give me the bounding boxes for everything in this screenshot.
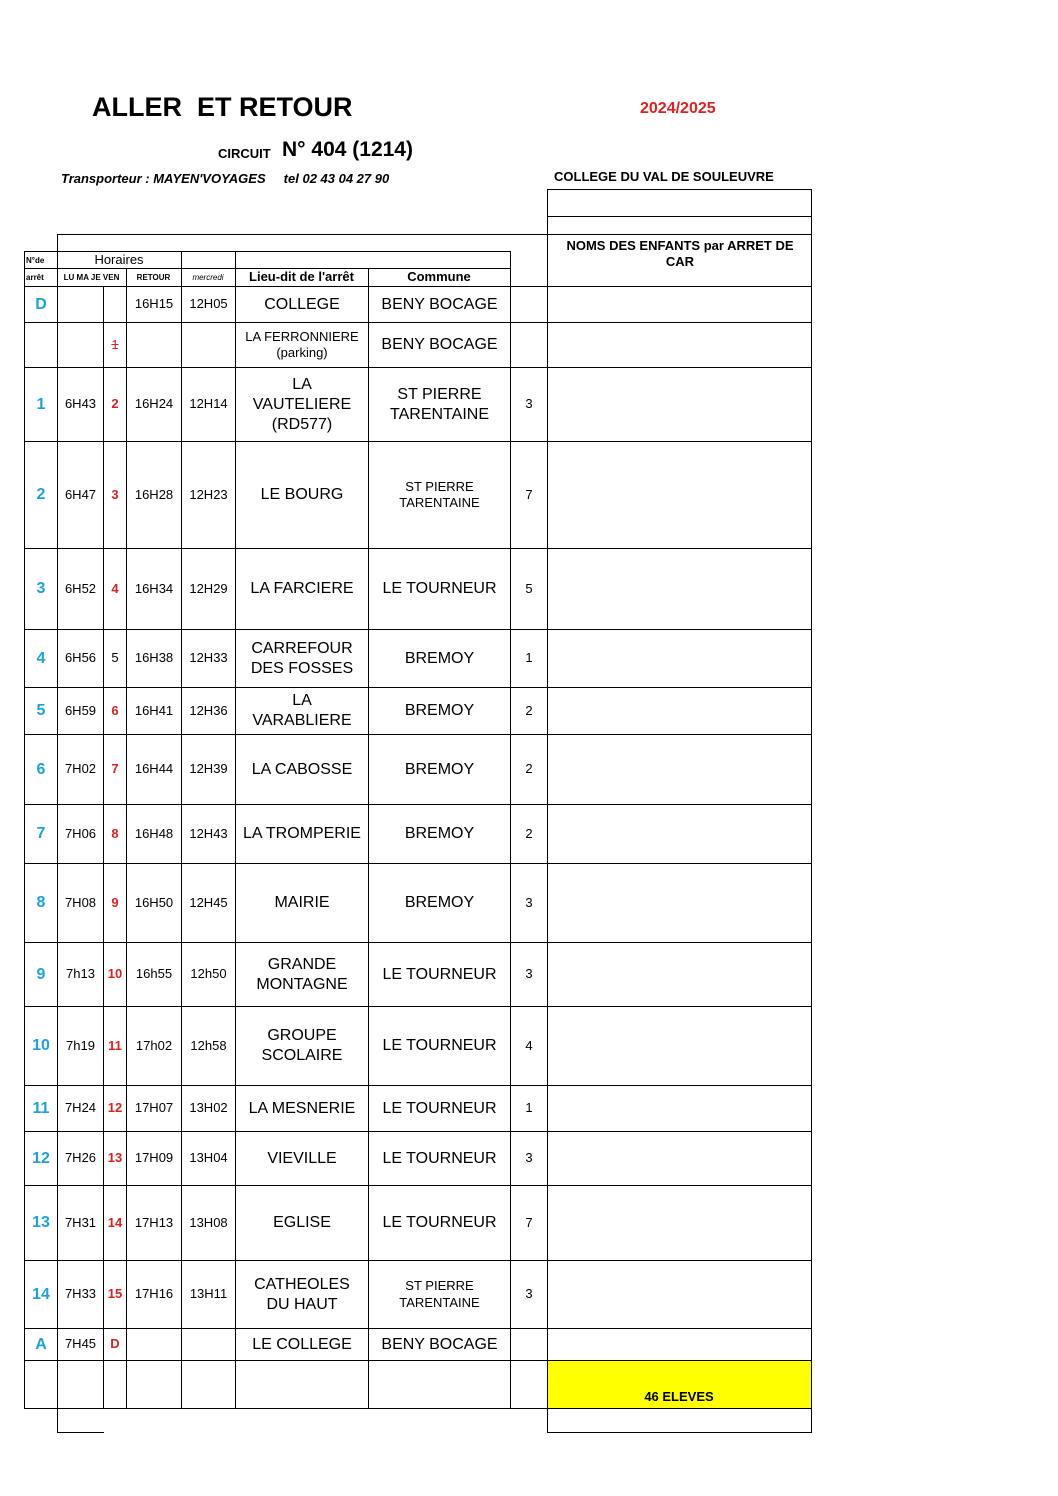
stop-place: CARREFOUR DES FOSSES (250, 639, 354, 677)
school-year: 2024/2025 (640, 100, 716, 117)
time-retour: 17H07 (134, 1100, 174, 1116)
time-aller: 7h13 (66, 966, 95, 982)
stop-place: LA CABOSSE (251, 760, 353, 778)
time-aller: 7h19 (66, 1037, 95, 1053)
time-retour: 16H38 (134, 650, 174, 666)
time-retour: 16h55 (135, 966, 173, 982)
time-mercredi: 12H29 (189, 580, 228, 596)
time-aller: 7H26 (64, 1150, 97, 1166)
time-mercredi: 13H08 (189, 1214, 228, 1230)
time-retour: 16H44 (134, 761, 174, 777)
time-aller: 6H56 (64, 650, 97, 666)
stop-commune: LE TOURNEUR (382, 1149, 497, 1167)
time-retour: 16H41 (134, 702, 174, 718)
student-count: 7 (525, 486, 533, 502)
grid-line (547, 189, 812, 190)
stop-commune: LE TOURNEUR (382, 1037, 497, 1054)
row-line (24, 1360, 812, 1361)
time-mercredi: 12h50 (190, 966, 227, 982)
stop-place: GRANDE MONTAGNE (256, 955, 348, 993)
time-aller: 6H47 (64, 486, 97, 502)
grid-line (547, 216, 812, 217)
stop-place: LA MESNERIE (248, 1099, 356, 1117)
time-aller: 6H52 (64, 580, 97, 596)
header-lieu: Lieu-dit de l'arrêt (249, 268, 354, 284)
student-count: 4 (525, 1037, 533, 1053)
stop-order: 15 (107, 1286, 123, 1302)
stop-place: LA VAUTELIERE (RD577) (252, 375, 352, 433)
time-mercredi: 12H45 (189, 894, 228, 910)
stop-place: VIEVILLE (267, 1149, 337, 1167)
time-aller: 7H45 (64, 1336, 97, 1352)
stop-order: 9 (111, 894, 119, 910)
time-mercredi: 12H14 (189, 396, 228, 412)
stop-number: 6 (36, 760, 46, 778)
time-retour: 16H34 (134, 580, 174, 596)
grid-line (811, 234, 812, 1433)
stop-commune: LE TOURNEUR (382, 1099, 497, 1117)
stop-place: COLLEGE (264, 295, 340, 313)
school-name: COLLEGE DU VAL DE SOULEUVRE (554, 169, 774, 184)
grid-line (547, 1432, 812, 1433)
stop-place: CATHEOLES DU HAUT (254, 1275, 350, 1313)
stop-commune: BREMOY (404, 760, 475, 778)
time-mercredi: 12H39 (189, 761, 228, 777)
stop-order (104, 287, 126, 322)
grid-line (547, 189, 548, 235)
stop-number: 4 (36, 649, 46, 667)
stop-commune: BREMOY (404, 825, 475, 842)
student-count: 3 (525, 894, 533, 910)
time-mercredi: 12H23 (189, 486, 228, 502)
stop-place: LA FARCIERE (250, 580, 354, 597)
stop-number: 10 (32, 1037, 50, 1054)
time-mercredi: 12H33 (189, 650, 228, 666)
stop-order: 14 (107, 1214, 123, 1230)
time-mercredi: 12H05 (189, 296, 228, 312)
header-no-2: arrêt (26, 273, 44, 282)
row-line (24, 1408, 812, 1409)
stop-number: 12 (32, 1149, 50, 1167)
time-retour: 16H15 (134, 296, 174, 312)
stop-order: 5 (111, 650, 119, 666)
grid-line (547, 234, 548, 1433)
grid-line (57, 234, 548, 235)
stop-commune: LE TOURNEUR (382, 1214, 497, 1231)
time-mercredi: 12H36 (189, 702, 228, 718)
header-no-1: N°de (26, 255, 45, 265)
student-count (511, 287, 547, 322)
stop-commune: ST PIERRE TARENTAINE (390, 385, 489, 423)
student-count: 3 (525, 1150, 533, 1166)
student-count (511, 323, 547, 367)
student-count: 3 (525, 396, 533, 412)
stop-number: 7 (36, 825, 46, 842)
student-count: 3 (525, 1286, 533, 1302)
stop-order: 11 (108, 1037, 122, 1053)
stop-commune: BENY BOCAGE (381, 1335, 498, 1353)
header-aller: LU MA JE VEN (63, 273, 120, 282)
stop-place: GROUPE SCOLAIRE (261, 1027, 343, 1064)
stop-place: EGLISE (273, 1214, 331, 1231)
total-students: 46 ELEVES (644, 1388, 714, 1404)
time-retour (127, 323, 181, 367)
time-aller: 7H31 (64, 1214, 97, 1230)
student-count (511, 1329, 547, 1360)
stop-number: 8 (36, 894, 46, 911)
stop-place: MAIRIE (274, 894, 330, 911)
stop-number (25, 323, 57, 367)
time-aller (58, 287, 103, 322)
time-retour: 17H16 (134, 1286, 174, 1302)
stop-commune: LE TOURNEUR (382, 580, 497, 597)
time-aller (58, 323, 103, 367)
stop-number: A (35, 1335, 47, 1353)
page-title: ALLER ET RETOUR (92, 92, 353, 122)
student-count: 5 (525, 580, 533, 596)
stop-number: 5 (36, 702, 46, 719)
time-aller: 6H43 (64, 396, 97, 412)
stop-order: 12 (107, 1100, 123, 1116)
time-aller: 7H06 (64, 825, 97, 841)
time-retour: 16H48 (134, 825, 174, 841)
stop-number: 1 (36, 395, 46, 413)
time-aller: 7H33 (64, 1286, 97, 1302)
stop-place: LA FERRONNIERE (parking) (245, 328, 359, 360)
time-retour: 17H13 (134, 1214, 174, 1230)
time-retour: 17h02 (135, 1037, 173, 1053)
time-mercredi (182, 1329, 235, 1360)
stop-commune: BENY BOCAGE (381, 336, 498, 353)
stop-order: 10 (107, 966, 123, 982)
stop-number: 11 (32, 1099, 50, 1117)
stop-commune: BENY BOCAGE (381, 295, 498, 313)
stop-place: LA TROMPERIE (243, 825, 361, 842)
time-aller: 7H02 (64, 761, 97, 777)
stop-order: 6 (111, 702, 119, 718)
stop-order: 13 (107, 1150, 123, 1166)
stop-number: 3 (36, 580, 46, 597)
time-retour: 17H09 (134, 1150, 174, 1166)
stop-commune: LE TOURNEUR (382, 965, 497, 983)
stop-order: D (110, 1336, 120, 1352)
student-count: 7 (525, 1214, 533, 1230)
time-mercredi: 12h58 (190, 1037, 227, 1053)
time-mercredi (182, 323, 235, 367)
stop-place: LE COLLEGE (252, 1335, 352, 1353)
circuit-number: N° 404 (1214) (282, 138, 413, 161)
stop-number: 2 (36, 486, 46, 503)
student-count: 1 (525, 1100, 533, 1116)
time-retour: 16H50 (134, 894, 174, 910)
stop-commune: BREMOY (404, 702, 475, 719)
header-mercredi: mercredi (192, 273, 224, 282)
stop-commune: BREMOY (404, 894, 475, 911)
student-count: 2 (525, 702, 533, 718)
student-count: 2 (525, 825, 533, 841)
stop-number: 13 (32, 1214, 50, 1231)
header-retour: RETOUR (136, 273, 171, 282)
stop-commune: ST PIERRE TARENTAINE (399, 1278, 480, 1310)
stop-order: 1 (111, 336, 119, 352)
stop-number: 14 (32, 1285, 50, 1303)
time-retour (127, 1329, 181, 1360)
student-count: 2 (525, 761, 533, 777)
stop-order: 4 (111, 580, 119, 596)
time-aller: 7H08 (64, 894, 97, 910)
time-retour: 16H28 (134, 486, 174, 502)
time-mercredi: 12H43 (189, 825, 228, 841)
time-mercredi: 13H11 (189, 1286, 228, 1302)
stop-place: LE BOURG (260, 486, 344, 503)
stop-place: LA VARABLIERE (252, 692, 352, 729)
time-aller: 7H24 (64, 1100, 97, 1116)
stop-number: D (35, 295, 47, 313)
time-aller: 6H59 (64, 702, 97, 718)
stop-commune: ST PIERRE TARENTAINE (399, 478, 480, 510)
stop-order: 2 (111, 396, 119, 412)
stop-order: 3 (111, 486, 119, 502)
transporter-info: Transporteur : MAYEN'VOYAGES tel 02 43 04 27 90 (61, 171, 390, 186)
time-mercredi: 13H04 (189, 1150, 228, 1166)
time-retour: 16H24 (134, 396, 174, 412)
header-names: NOMS DES ENFANTS par ARRET DE CAR (566, 237, 794, 269)
circuit-label: CIRCUIT (218, 146, 271, 161)
grid-line (811, 189, 812, 235)
header-horaires: Horaires (94, 251, 144, 267)
stop-commune: BREMOY (404, 649, 475, 667)
grid-line (57, 1432, 104, 1433)
stop-order: 7 (111, 761, 119, 777)
student-count: 3 (525, 966, 533, 982)
stop-order: 8 (111, 825, 119, 841)
header-commune: Commune (407, 268, 471, 284)
student-count: 1 (525, 650, 533, 666)
time-mercredi: 13H02 (189, 1100, 228, 1116)
stop-number: 9 (36, 965, 46, 983)
